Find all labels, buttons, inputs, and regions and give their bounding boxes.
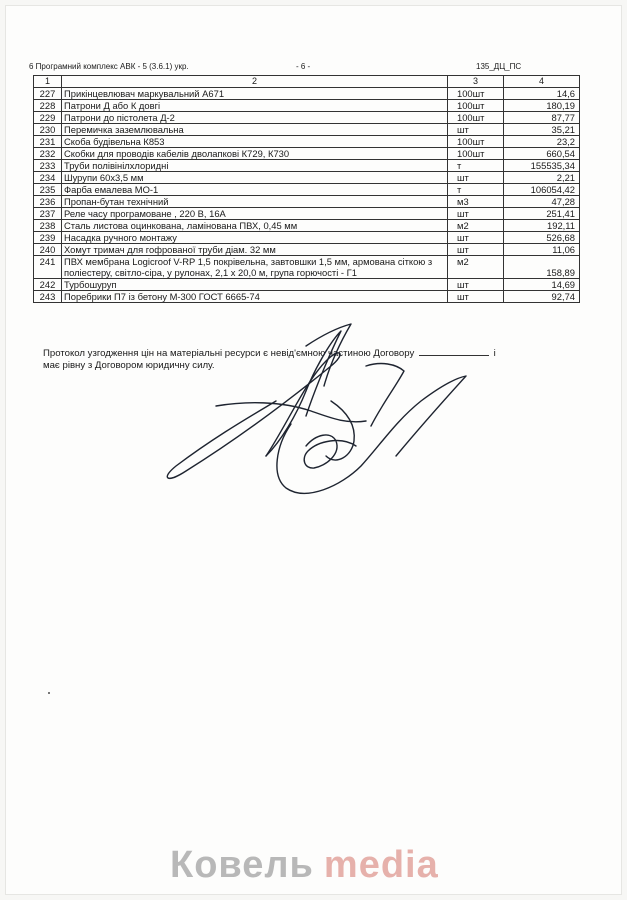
unit-cell: шт xyxy=(448,291,504,303)
table-row xyxy=(34,88,580,100)
row-number: 231 xyxy=(34,136,62,148)
resource-name: Патрони до пістолета Д-2 xyxy=(62,112,448,124)
price-cell: 14,6 xyxy=(504,88,580,100)
resource-name: Пропан-бутан технічний xyxy=(62,196,448,208)
price-cell: 14,69 xyxy=(504,279,580,291)
row-number: 240 xyxy=(34,244,62,256)
resource-name: Прикінцевлювач маркувальний А671 xyxy=(62,88,448,100)
row-number: 230 xyxy=(34,124,62,136)
table-row xyxy=(34,124,580,136)
price-cell: 155535,34 xyxy=(504,160,580,172)
handwritten-signature xyxy=(156,306,486,506)
unit-cell: шт xyxy=(448,208,504,220)
table-row xyxy=(34,184,580,196)
price-cell: 2,21 xyxy=(504,172,580,184)
unit-cell: 100шт xyxy=(448,136,504,148)
unit-cell: м3 xyxy=(448,196,504,208)
table-row xyxy=(34,291,580,303)
table-row xyxy=(34,112,580,124)
row-number: 237 xyxy=(34,208,62,220)
watermark-word-2: media xyxy=(323,844,439,886)
resource-name: Скобки для проводів кабелів дволапкові К729, К730 xyxy=(62,148,448,160)
unit-cell: 100шт xyxy=(448,100,504,112)
table-row xyxy=(34,232,580,244)
table-row xyxy=(34,279,580,291)
header-page-number: - 6 - xyxy=(296,62,311,71)
price-cell: 47,28 xyxy=(504,196,580,208)
price-cell: 92,74 xyxy=(504,291,580,303)
resource-name: Реле часу програмоване , 220 В, 16А xyxy=(62,208,448,220)
table-row xyxy=(34,220,580,232)
row-number: 227 xyxy=(34,88,62,100)
row-number: 234 xyxy=(34,172,62,184)
row-number: 236 xyxy=(34,196,62,208)
row-number: 235 xyxy=(34,184,62,196)
resource-name: Поребрики П7 із бетону М-300 ГОСТ 6665-74 xyxy=(62,291,448,303)
row-number: 232 xyxy=(34,148,62,160)
resource-name: Фарба емалева МО-1 xyxy=(62,184,448,196)
price-cell: 11,06 xyxy=(504,244,580,256)
price-cell: 180,19 xyxy=(504,100,580,112)
table-row xyxy=(34,148,580,160)
table-row xyxy=(34,136,580,148)
header-document-code: 135_ДЦ_ПС xyxy=(476,62,522,71)
row-number: 239 xyxy=(34,232,62,244)
row-number: 242 xyxy=(34,279,62,291)
unit-cell: 100шт xyxy=(448,148,504,160)
resource-name: Перемичка заземлювальна xyxy=(62,124,448,136)
unit-cell: 100шт xyxy=(448,112,504,124)
column-number: 2 xyxy=(62,76,448,88)
paper-speck xyxy=(48,692,50,694)
note-text-suffix: і xyxy=(493,348,496,359)
column-number: 4 xyxy=(504,76,580,88)
row-number: 233 xyxy=(34,160,62,172)
row-number: 229 xyxy=(34,112,62,124)
row-number: 243 xyxy=(34,291,62,303)
price-cell: 526,68 xyxy=(504,232,580,244)
header-program-info: 6 Програмний комплекс АВК - 5 (3.6.1) укр. xyxy=(29,62,189,71)
resource-name: Хомут тримач для гофрованої труби діам. 32 мм xyxy=(62,244,448,256)
price-cell: 158,89 xyxy=(504,256,580,279)
unit-cell: м2 xyxy=(448,220,504,232)
unit-cell: шт xyxy=(448,279,504,291)
table-row xyxy=(34,256,580,279)
unit-cell: шт xyxy=(448,244,504,256)
price-cell: 106054,42 xyxy=(504,184,580,196)
row-number: 241 xyxy=(34,256,62,279)
unit-cell: шт xyxy=(448,172,504,184)
note-text: Протокол узгодження цін на матеріальні ресурси є невід'ємною частиною Договору xyxy=(43,348,415,359)
table-row xyxy=(34,244,580,256)
price-cell: 251,41 xyxy=(504,208,580,220)
unit-cell: шт xyxy=(448,232,504,244)
column-number-row xyxy=(34,76,580,88)
unit-cell: шт xyxy=(448,124,504,136)
resource-name: ПВХ мембрана Logicroof V-RP 1,5 покрівельна, завтовшки 1,5 мм, армована сіткою з поліестеру, світло-сіра, у рулонах, 2,1 х 20,0 м, група горючості - Г1 xyxy=(62,256,448,279)
table-row xyxy=(34,100,580,112)
resource-name: Скоба будівельна К853 xyxy=(62,136,448,148)
unit-cell: м2 xyxy=(448,256,504,279)
resource-name: Труби полівінілхлоридні xyxy=(62,160,448,172)
table-row xyxy=(34,196,580,208)
resource-name: Турбошуруп xyxy=(62,279,448,291)
document-page xyxy=(6,6,621,894)
price-cell: 660,54 xyxy=(504,148,580,160)
row-number: 228 xyxy=(34,100,62,112)
unit-cell: т xyxy=(448,184,504,196)
column-number: 1 xyxy=(34,76,62,88)
unit-cell: 100шт xyxy=(448,88,504,100)
column-number: 3 xyxy=(448,76,504,88)
resource-name: Насадка ручного монтажу xyxy=(62,232,448,244)
table-row xyxy=(34,208,580,220)
resource-name: Патрони Д або К довгі xyxy=(62,100,448,112)
unit-cell: т xyxy=(448,160,504,172)
price-table xyxy=(33,75,580,303)
resource-name: Шурупи 60х3,5 мм xyxy=(62,172,448,184)
resource-name: Сталь листова оцинкована, ламінована ПВХ, 0,45 мм xyxy=(62,220,448,232)
price-cell: 87,77 xyxy=(504,112,580,124)
note-line-2: має рівну з Договором юридичну силу. xyxy=(43,360,215,371)
site-watermark xyxy=(170,844,480,892)
row-number: 238 xyxy=(34,220,62,232)
watermark-word-1: Ковель xyxy=(170,844,314,886)
price-cell: 23,2 xyxy=(504,136,580,148)
price-cell: 192,11 xyxy=(504,220,580,232)
table-row xyxy=(34,172,580,184)
table-row xyxy=(34,160,580,172)
bleed-through-text xyxy=(86,6,556,56)
price-cell: 35,21 xyxy=(504,124,580,136)
